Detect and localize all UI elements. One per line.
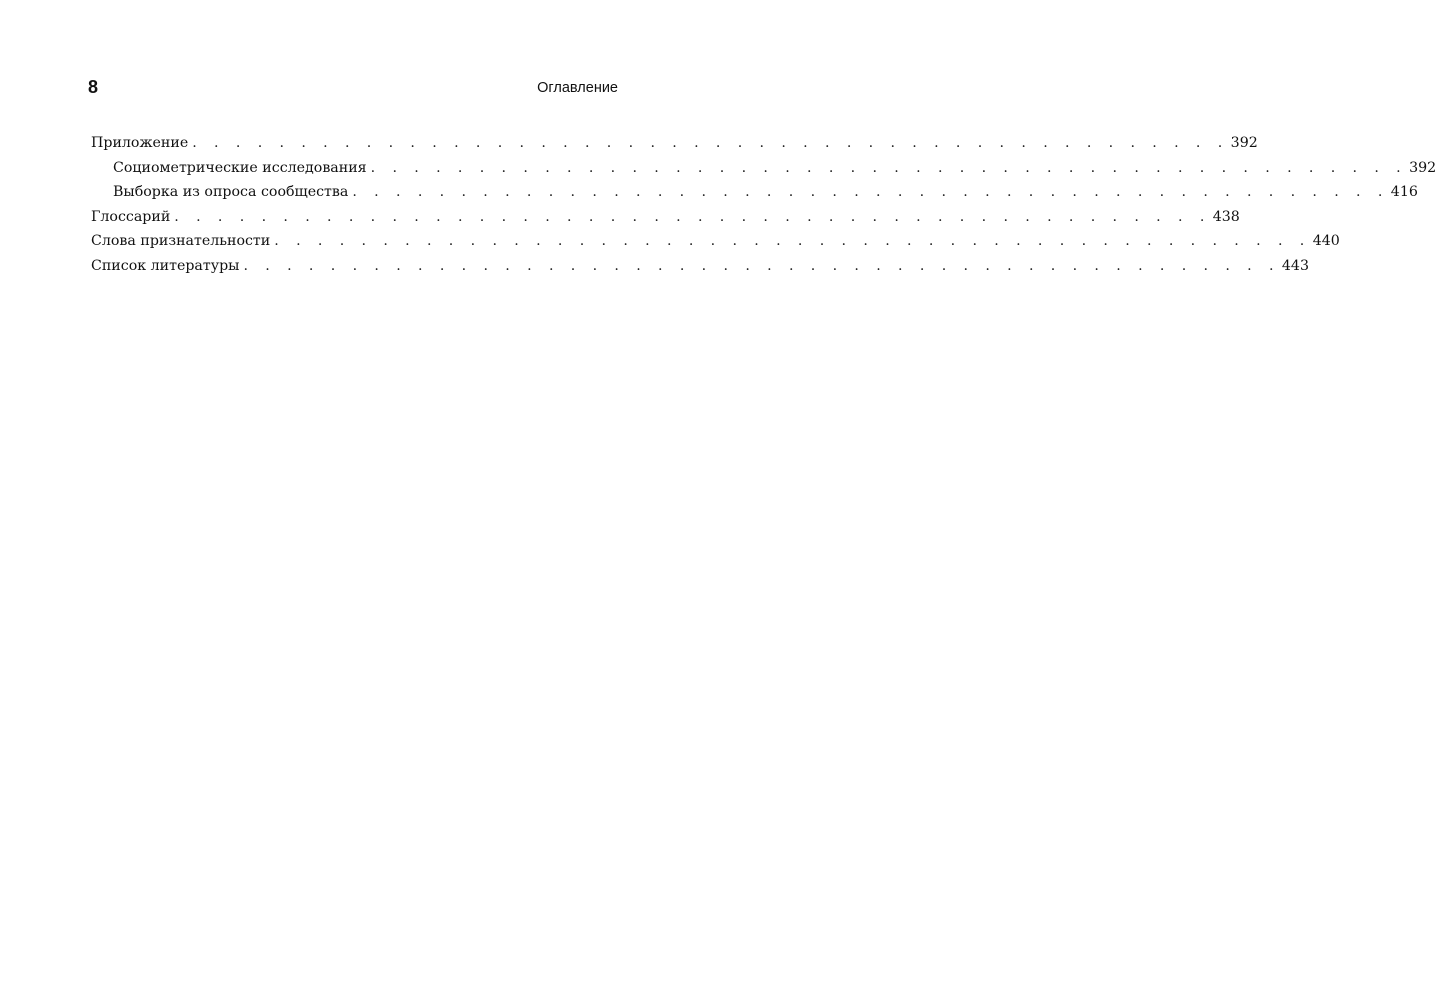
toc-entry-title: Социометрические исследования (113, 159, 367, 176)
toc-entry-title: Список литературы (91, 257, 240, 274)
toc-dot-leader: . . . . . . . . . . . . . . . . . . . . . . . . . . . . . . . . . . . . . . . . . . . . . . . . (274, 233, 1311, 249)
toc-dot-leader: . . . . . . . . . . . . . . . . . . . . . . . . . . . . . . . . . . . . . . . . . . . . . . . . (243, 257, 1280, 274)
toc-entry-community-survey-sample (91, 180, 1418, 205)
page-number: 8 (88, 77, 99, 97)
toc-dot-leader: . . . . . . . . . . . . . . . . . . . . . . . . . . . . . . . . . . . . . . . . . . . . . . . . (192, 135, 1229, 151)
toc-entry-title: Приложение (91, 135, 189, 151)
toc-entry-page: 443 (1281, 257, 1309, 274)
toc-dot-leader: . . . . . . . . . . . . . . . . . . . . . . . . . . . . . . . . . . . . . . . . . . . . . . . . (174, 208, 1211, 225)
toc-entry-page: 392 (1409, 159, 1436, 176)
toc-entry-page: 392 (1230, 135, 1258, 151)
table-of-contents (91, 131, 1436, 278)
toc-entry-page: 438 (1212, 208, 1240, 225)
toc-entry-title: Глоссарий (91, 208, 171, 225)
toc-entry-title: Выборка из опроса сообщества (113, 184, 349, 200)
toc-entry-page: 440 (1312, 233, 1340, 249)
toc-entry-glossary (91, 205, 1240, 230)
toc-entry-acknowledgements (91, 229, 1340, 254)
running-head: Оглавление (537, 80, 618, 96)
toc-entry-page: 416 (1390, 184, 1418, 200)
toc-entry-sociometric-research (91, 156, 1436, 181)
toc-dot-leader: . . . . . . . . . . . . . . . . . . . . . . . . . . . . . . . . . . . . . . . . . . . . . . . . (352, 184, 1389, 200)
toc-entry-bibliography (91, 254, 1309, 279)
toc-entry-title: Слова признательности (91, 233, 271, 249)
toc-dot-leader: . . . . . . . . . . . . . . . . . . . . . . . . . . . . . . . . . . . . . . . . . . . . . . . . (370, 159, 1408, 176)
toc-entry-appendix (91, 131, 1258, 156)
